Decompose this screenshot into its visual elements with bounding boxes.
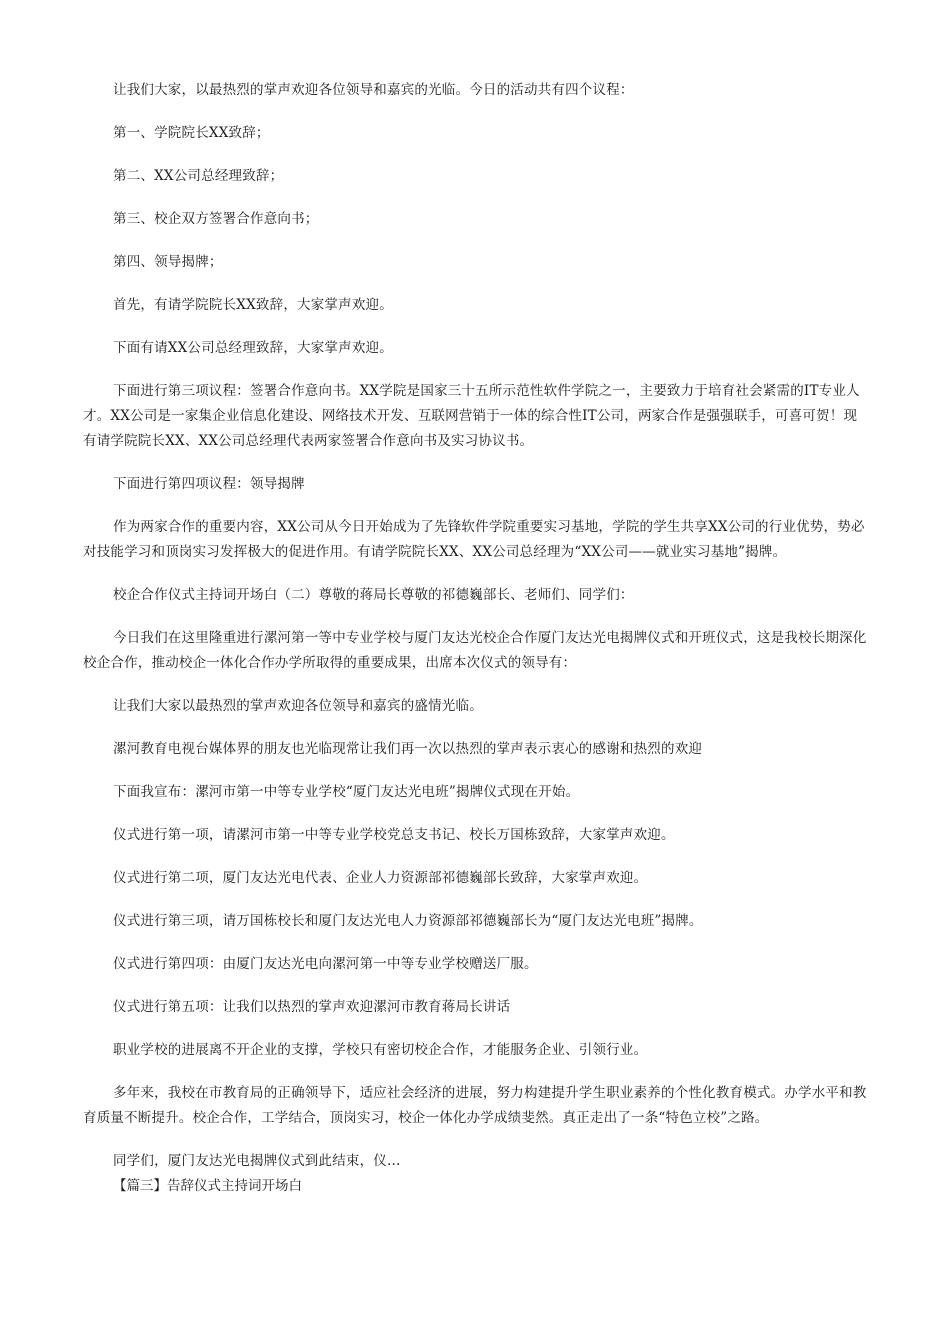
paragraph-second-speech: 下面有请XX公司总经理致辞，大家掌声欢迎。 <box>113 340 393 356</box>
paragraph-ceremony-intro: 今日我们在这里隆重进行漯河第一等中专业学校与厦门友达光校企合作厦门友达光电揭牌仪式和开班仪式，这是我校长期深化校企合作，推动校企一体化合作办学所取得的重要成果，出席本次仪式的领导有： <box>83 630 867 671</box>
ceremony-item-2: 仪式进行第二项，厦门友达光电代表、企业人力资源部祁德巍部长致辞，大家掌声欢迎。 <box>113 870 648 886</box>
paragraph-third-agenda: 下面进行第三项议程：签署合作意向书。XX学院是国家三十五所示范性软件学院之一，主要致力于培育社会紧需的IT专业人才。XX公司是一家集企业信息化建设、网络技术开发、互联网营销于一体的综合性IT公司，两家合作是强强联手，可喜可贺！现有请学院院长XX、XX公司总经理代表两家签署合作意向书及实习协议书。 <box>83 383 860 449</box>
ceremony-item-5: 仪式进行第五项：让我们以热烈的掌声欢迎漯河市教育蒋局长讲话 <box>113 999 511 1015</box>
paragraph-welcome-guests: 让我们大家以最热烈的掌声欢迎各位领导和嘉宾的盛情光临。 <box>113 698 483 714</box>
paragraph-opening-two: 校企合作仪式主持词开场白（二）尊敬的蒋局长尊敬的祁德巍部长、老师们、同学们： <box>113 587 634 603</box>
document-body <box>83 78 869 1199</box>
paragraph-fourth-agenda: 下面进行第四项议程：领导揭牌 <box>113 476 305 492</box>
agenda-item-3: 第三、校企双方签署合作意向书； <box>113 211 319 227</box>
ceremony-item-3: 仪式进行第三项，请万国栋校长和厦门友达光电人力资源部祁德巍部长为“厦门友达光电班”揭牌。 <box>113 913 703 929</box>
ceremony-item-4: 仪式进行第四项：由厦门友达光电向漯河第一中等专业学校赠送厂服。 <box>113 956 538 972</box>
section-heading-part-three: 【篇三】告辞仪式主持词开场白 <box>113 1178 302 1194</box>
paragraph-announce-start: 下面我宣布：漯河市第一中等专业学校“厦门友达光电班”揭牌仪式现在开始。 <box>113 784 580 800</box>
paragraph-media-welcome: 漯河教育电视台媒体界的朋友也光临现常让我们再一次以热烈的掌声表示衷心的感谢和热烈的欢迎 <box>113 741 703 757</box>
paragraph-first-speech: 首先，有请学院院长XX致辞，大家掌声欢迎。 <box>113 297 393 313</box>
paragraph-welcome: 让我们大家，以最热烈的掌声欢迎各位领导和嘉宾的光临。今日的活动共有四个议程： <box>113 82 634 98</box>
paragraph-unveiling: 作为两家合作的重要内容，XX公司从今日开始成为了先锋软件学院重要实习基地，学院的学生共享XX公司的行业优势，势必对技能学习和顶岗实习发挥极大的促进作用。有请学院院长XX、XX公司总经理为“XX公司——就业实习基地”揭牌。 <box>83 519 865 560</box>
paragraph-achievements: 多年来，我校在市教育局的正确领导下，适应社会经济的进展，努力构建提升学生职业素养的个性化教育模式。办学水平和教育质量不断提升。校企合作，工学结合，顶岗实习，校企一体化办学成绩斐然。真正走出了一条“特色立校”之路。 <box>83 1085 867 1126</box>
paragraph-vocational: 职业学校的进展离不开企业的支撑，学校只有密切校企合作，才能服务企业、引领行业。 <box>113 1042 648 1058</box>
agenda-item-1: 第一、学院院长XX致辞； <box>113 125 270 141</box>
agenda-item-4: 第四、领导揭牌； <box>113 254 223 270</box>
agenda-item-2: 第二、XX公司总经理致辞； <box>113 168 284 184</box>
ceremony-item-1: 仪式进行第一项，请漯河市第一中等专业学校党总支书记、校长万国栋致辞，大家掌声欢迎。 <box>113 827 675 843</box>
paragraph-closing: 同学们，厦门友达光电揭牌仪式到此结束，仪... <box>113 1153 401 1169</box>
